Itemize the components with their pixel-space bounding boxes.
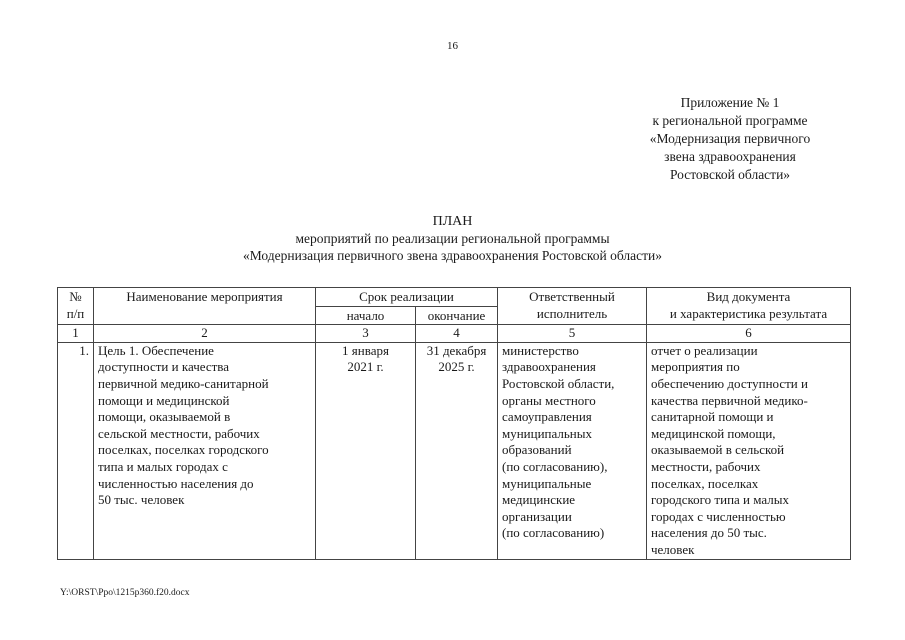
row-document-line: городского типа и малых bbox=[651, 492, 789, 508]
row-end-line: 31 декабря bbox=[426, 342, 487, 358]
row-executor-line: (по согласованию) bbox=[502, 525, 605, 541]
row-document bbox=[647, 342, 851, 559]
file-path-footer: Y:\ORST\Ppo\1215p360.f20.docx bbox=[60, 588, 190, 598]
plan-table bbox=[57, 287, 851, 560]
row-executor-line: министерство bbox=[502, 342, 579, 358]
column-number: 1 bbox=[58, 325, 94, 343]
title-line: мероприятий по реализации региональной программы bbox=[295, 231, 610, 246]
row-name-line: сельской местности, рабочих bbox=[98, 425, 260, 441]
row-document-line: человек bbox=[651, 541, 695, 557]
row-name-line: доступности и качества bbox=[98, 359, 230, 375]
row-number: 1. bbox=[58, 342, 94, 559]
appendix-note bbox=[600, 94, 860, 184]
row-document-line: санитарной помощи и bbox=[651, 409, 774, 425]
column-number: 2 bbox=[94, 325, 316, 343]
appendix-line: к региональной программе bbox=[652, 113, 808, 128]
header-document bbox=[647, 288, 851, 325]
document-title bbox=[0, 213, 905, 264]
row-executor-line: образований bbox=[502, 442, 572, 458]
row-executor-line: (по согласованию), bbox=[502, 458, 608, 474]
column-number: 4 bbox=[416, 325, 498, 343]
row-executor-line: здравоохранения bbox=[502, 359, 596, 375]
row-document-line: поселках, поселках bbox=[651, 475, 759, 491]
row-name bbox=[94, 342, 316, 559]
row-executor-line: органы местного bbox=[502, 392, 596, 408]
title-heading: ПЛАН bbox=[432, 214, 473, 229]
appendix-line: Приложение № 1 bbox=[680, 95, 780, 110]
row-start-date bbox=[316, 342, 416, 559]
appendix-line: Ростовской области» bbox=[669, 167, 791, 182]
row-executor bbox=[498, 342, 647, 559]
row-executor-line: муниципальных bbox=[502, 425, 593, 441]
row-document-line: оказываемой в сельской bbox=[651, 442, 785, 458]
page-number: 16 bbox=[447, 40, 458, 52]
column-number: 3 bbox=[316, 325, 416, 343]
row-name-line: помощи, оказываемой в bbox=[98, 409, 231, 425]
column-number-row bbox=[58, 325, 851, 343]
header-executor bbox=[498, 288, 647, 325]
row-document-line: населения до 50 тыс. bbox=[651, 525, 767, 541]
row-document-line: отчет о реализации bbox=[651, 342, 758, 358]
header-num-line: п/п bbox=[66, 305, 85, 321]
row-name-line: типа и малых городах с bbox=[98, 458, 228, 474]
header-document-line: Вид документа bbox=[706, 289, 791, 304]
header-start: начало bbox=[316, 306, 416, 325]
row-name-line: первичной медико-санитарной bbox=[98, 375, 269, 391]
row-name-line: помощи и медицинской bbox=[98, 392, 230, 408]
header-executor-line: Ответственный bbox=[529, 289, 615, 304]
appendix-line: «Модернизация первичного bbox=[649, 131, 811, 146]
row-document-line: качества первичной медико- bbox=[651, 392, 808, 408]
row-end-line: 2025 г. bbox=[438, 359, 475, 375]
header-name: Наименование мероприятия bbox=[94, 288, 316, 325]
row-document-line: обеспечению доступности и bbox=[651, 375, 808, 391]
row-document-line: местности, рабочих bbox=[651, 458, 761, 474]
header-end: окончание bbox=[416, 306, 498, 325]
header-executor-line: исполнитель bbox=[536, 305, 608, 321]
row-executor-line: организации bbox=[502, 508, 572, 524]
header-num-line: № bbox=[69, 289, 82, 304]
row-executor-line: Ростовской области, bbox=[502, 375, 615, 391]
title-line: «Модернизация первичного звена здравоохранения Ростовской области» bbox=[242, 248, 663, 263]
row-name-line: поселках, поселках городского bbox=[98, 442, 269, 458]
header-document-line: и характеристика результата bbox=[669, 305, 828, 321]
row-name-line: численностью населения до bbox=[98, 475, 254, 491]
row-start-line: 2021 г. bbox=[347, 359, 384, 375]
row-executor-line: медицинские bbox=[502, 492, 576, 508]
row-executor-line: муниципальные bbox=[502, 475, 592, 491]
row-document-line: мероприятия по bbox=[651, 359, 740, 375]
row-end-date bbox=[416, 342, 498, 559]
row-document-line: городах с численностью bbox=[651, 508, 786, 524]
header-period: Срок реализации bbox=[316, 288, 498, 307]
row-document-line: медицинской помощи, bbox=[651, 425, 776, 441]
row-name-line: 50 тыс. человек bbox=[98, 492, 185, 508]
column-number: 6 bbox=[647, 325, 851, 343]
table-row bbox=[58, 342, 851, 559]
appendix-line: звена здравоохранения bbox=[664, 149, 796, 164]
row-start-line: 1 января bbox=[342, 342, 389, 358]
row-name-line: Цель 1. Обеспечение bbox=[98, 342, 214, 358]
row-executor-line: самоуправления bbox=[502, 409, 592, 425]
header-num bbox=[58, 288, 94, 325]
column-number: 5 bbox=[498, 325, 647, 343]
